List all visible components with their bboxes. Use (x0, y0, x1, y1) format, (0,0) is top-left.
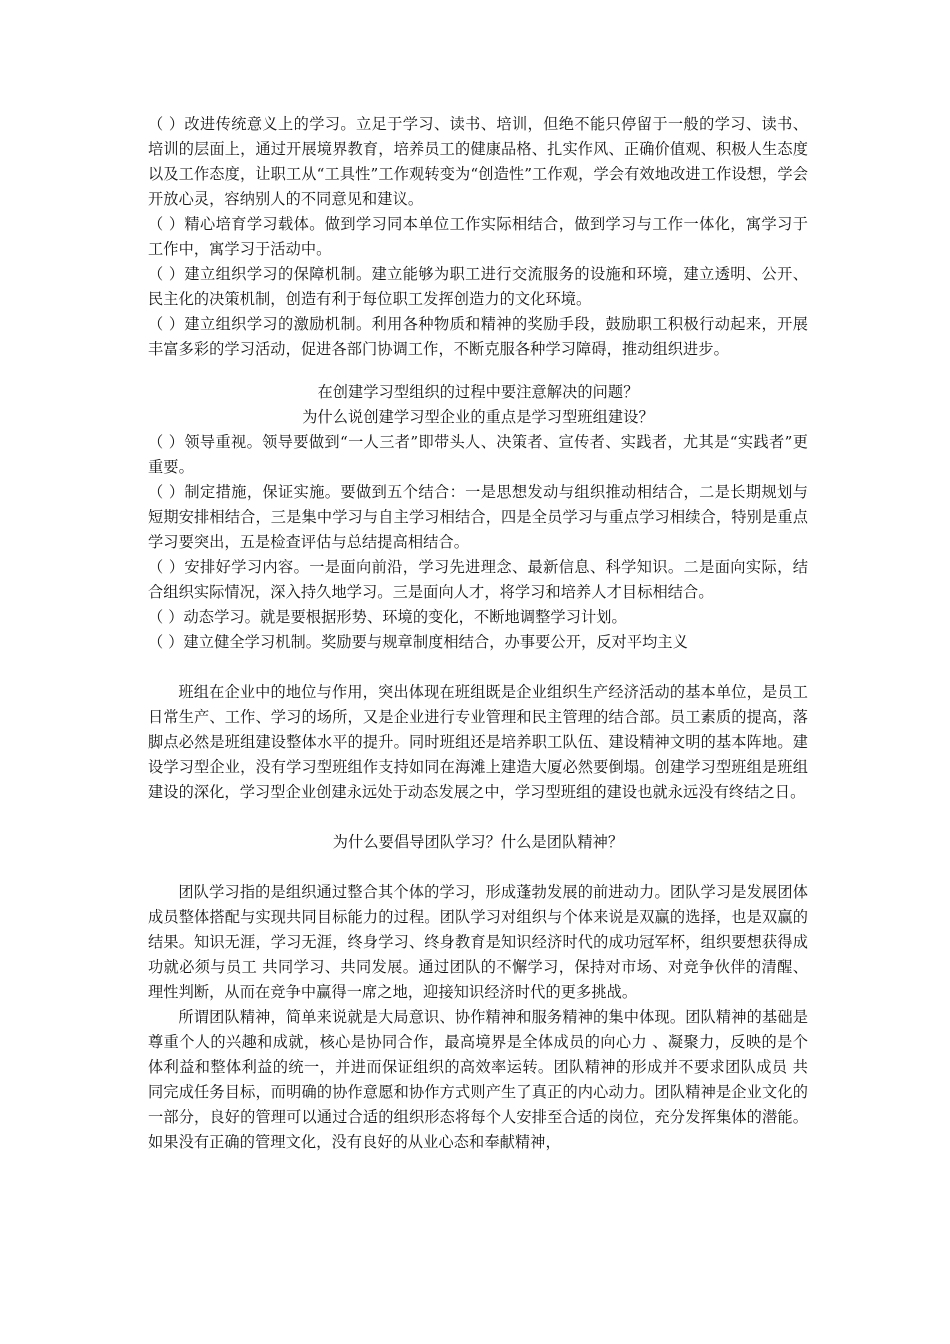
spacer (148, 655, 808, 680)
list-item: （ ）建立组织学习的保障机制。建立能够为职工进行交流服务的设施和环境，建立透明、公开、民主化的决策机制，创造有利于每位职工发挥创造力的文化环境。 (148, 265, 808, 308)
body-paragraph: 班组在企业中的地位与作用，突出体现在班组既是企业组织生产经济活动的基本单位，是员工日常生产、工作、学习的场所，又是企业进行专业管理和民主管理的结合部。员工素质的提高，落脚点必然是班组建设整体水平的提升。同时班组还是培养职工队伍、建设精神文明的基本阵地。建设学习型企业，没有学习型班组作支持如同在海滩上建造大厦必然要倒塌。创建学习型班组是班组建设的深化，学习型企业创建永远处于动态发展之中，学习型班组的建设也就永远没有终结之日。 (148, 683, 808, 801)
list-item: （ ）建立组织学习的激励机制。利用各种物质和精神的奖励手段，鼓励职工积极行动起来，开展丰富多彩的学习活动，促进各部门协调工作，不断克服各种学习障碍，推动组织进步。 (148, 315, 808, 358)
list-item: （ ）安排好学习内容。一是面向前沿，学习先进理念、最新信息、科学知识。二是面向实际，结合组织实际情况，深入持久地学习。三是面向人才，将学习和培养人才目标相结合。 (148, 558, 808, 601)
list-item: （ ）动态学习。就是要根据形势、环境的变化，不断地调整学习计划。 (148, 608, 627, 626)
section-heading: 为什么说创建学习型企业的重点是学习型班组建设？ (302, 408, 654, 426)
list-item: （ ）建立健全学习机制。奖励要与规章制度相结合，办事要公开，反对平均主义 (148, 633, 688, 651)
list-item: （ ）制定措施，保证实施。要做到五个结合：一是思想发动与组织推动相结合，二是长期规划与短期安排相结合，三是集中学习与自主学习相结合，四是全员学习与重点学习相续合，特别是重点学习要突出，五是检查评估与总结提高相结合。 (148, 483, 808, 551)
list-item: （ ）领导重视。领导要做到“一人三者”即带头人、决策者、宣传者、实践者，尤其是“实践者”更重要。 (148, 433, 808, 476)
section-heading: 为什么要倡导团队学习？什么是团队精神？ (332, 833, 624, 851)
spacer (148, 362, 808, 380)
section-heading: 在创建学习型组织的过程中要注意解决的问题？ (317, 383, 639, 401)
document-page (148, 112, 808, 1155)
body-paragraph: 所谓团队精神，简单来说就是大局意识、协作精神和服务精神的集中体现。团队精神的基础是尊重个人的兴趣和成就，核心是协同合作，最高境界是全体成员的向心力 、凝聚力，反映的是个体利益和整体利益的统一，并进而保证组织的高效率运转。团队精神的形成并不要求团队成员 共同完成任务目标，而明确的协作意愿和协作方式则产生了真正的内心动力。团队精神是企业文化的一部分，良好的管理可以通过合适的组织形态将每个人安排至合适的岗位，充分发挥集体的潜能。如果没有正确的管理文化，没有良好的从业心态和奉献精神， (148, 1008, 808, 1151)
list-item: （ ）改进传统意义上的学习。立足于学习、读书、培训，但绝不能只停留于一般的学习、读书、培训的层面上，通过开展境界教育，培养员工的健康品格、扎实作风、正确价值观、积极人生态度以及工作态度，让职工从“工具性”工作观转变为“创造性”工作观，学会有效地改进工作设想，学会开放心灵，容纳别人的不同意见和建议。 (148, 115, 808, 208)
list-item: （ ）精心培育学习载体。做到学习同本单位工作实际相结合，做到学习与工作一体化，寓学习于工作中，寓学习于活动中。 (148, 215, 808, 258)
body-paragraph: 团队学习指的是组织通过整合其个体的学习，形成蓬勃发展的前进动力。团队学习是发展团体成员整体搭配与实现共同目标能力的过程。团队学习对组织与个体来说是双赢的选择，也是双赢的结果。知识无涯，学习无涯，终身学习、终身教育是知识经济时代的成功冠军杯，组织要想获得成功就必须与员工 共同学习、共同发展。通过团队的不懈学习，保持对市场、对竞争伙伴的清醒、理性判断，从而在竞争中赢得一席之地，迎接知识经济时代的更多挑战。 (148, 883, 808, 1001)
spacer (148, 805, 808, 830)
spacer (148, 855, 808, 880)
